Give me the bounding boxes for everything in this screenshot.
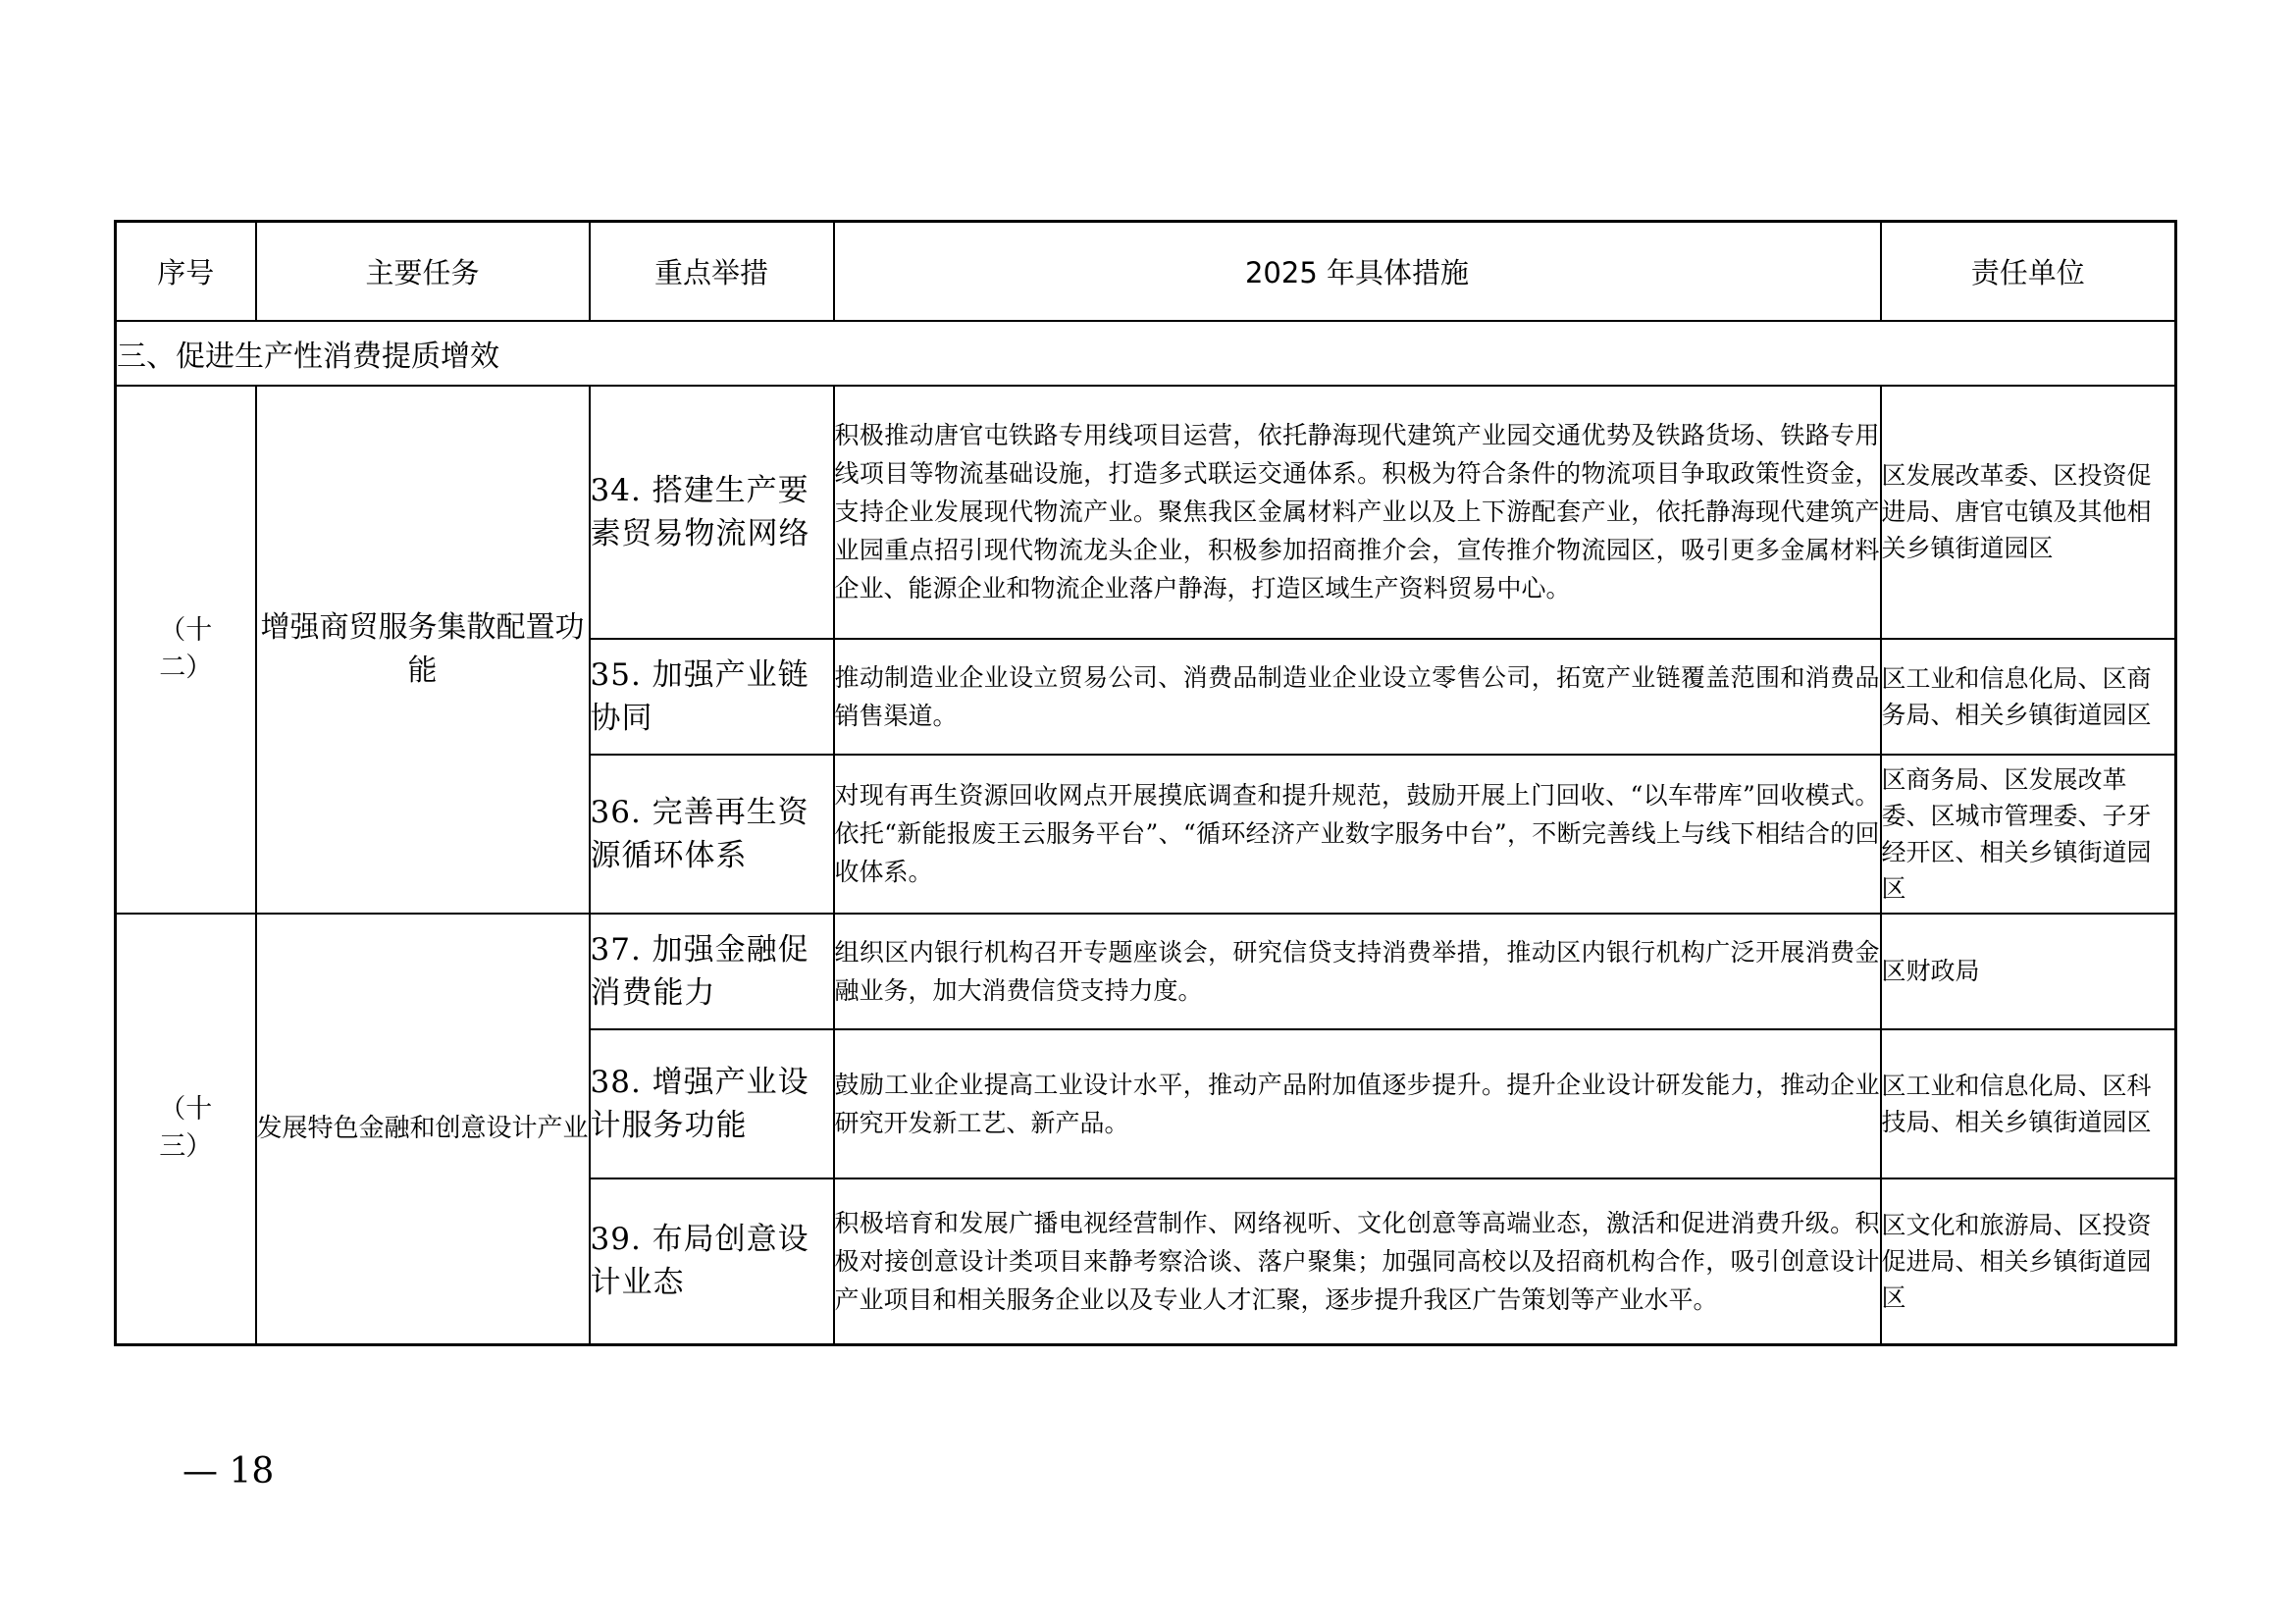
- group-seq: （十三）: [116, 914, 256, 1345]
- unit-cell: 区工业和信息化局、区商务局、相关乡镇街道园区: [1881, 639, 2176, 755]
- table-header-row: [116, 222, 2176, 321]
- header-detail: 2025 年具体措施: [834, 222, 1881, 321]
- measure-cell: 35. 加强产业链协同: [590, 639, 834, 755]
- section-row: [116, 321, 2176, 386]
- unit-cell: 区商务局、区发展改革委、区城市管理委、子牙经开区、相关乡镇街道园区: [1881, 755, 2176, 914]
- measure-cell: 38. 增强产业设计服务功能: [590, 1029, 834, 1178]
- page-number: — 18: [183, 1451, 275, 1492]
- unit-cell: 区工业和信息化局、区科技局、相关乡镇街道园区: [1881, 1029, 2176, 1178]
- header-measure: 重点举措: [590, 222, 834, 321]
- detail-cell: 对现有再生资源回收网点开展摸底调查和提升规范，鼓励开展上门回收、“以车带库”回收模式。依托“新能报废王云服务平台”、“循环经济产业数字服务中台”，不断完善线上与线下相结合的回收体系。: [834, 755, 1881, 914]
- detail-cell: 积极培育和发展广播电视经营制作、网络视听、文化创意等高端业态，激活和促进消费升级。积极对接创意设计类项目来静考察洽谈、落户聚集；加强同高校以及招商机构合作，吸引创意设计产业项目和相关服务企业以及专业人才汇聚，逐步提升我区广告策划等产业水平。: [834, 1178, 1881, 1345]
- unit-cell: 区文化和旅游局、区投资促进局、相关乡镇街道园区: [1881, 1178, 2176, 1345]
- table-row: [116, 914, 2176, 1029]
- detail-cell: 积极推动唐官屯铁路专用线项目运营，依托静海现代建筑产业园交通优势及铁路货场、铁路专用线项目等物流基础设施，打造多式联运交通体系。积极为符合条件的物流项目争取政策性资金，支持企业发展现代物流产业。聚焦我区金属材料产业以及上下游配套产业，依托静海现代建筑产业园重点招引现代物流龙头企业，积极参加招商推介会，宣传推介物流园区，吸引更多金属材料企业、能源企业和物流企业落户静海，打造区域生产资料贸易中心。: [834, 386, 1881, 639]
- unit-cell: 区发展改革委、区投资促进局、唐官屯镇及其他相关乡镇街道园区: [1881, 386, 2176, 639]
- table-row: [116, 386, 2176, 639]
- header-task: 主要任务: [256, 222, 590, 321]
- measure-cell: 39. 布局创意设计业态: [590, 1178, 834, 1345]
- detail-cell: 推动制造业企业设立贸易公司、消费品制造业企业设立零售公司，拓宽产业链覆盖范围和消费品销售渠道。: [834, 639, 1881, 755]
- group-task: 增强商贸服务集散配置功能: [256, 386, 590, 914]
- header-unit: 责任单位: [1881, 222, 2176, 321]
- group-task: 发展特色金融和创意设计产业: [256, 914, 590, 1345]
- detail-cell: 组织区内银行机构召开专题座谈会，研究信贷支持消费举措，推动区内银行机构广泛开展消费金融业务，加大消费信贷支持力度。: [834, 914, 1881, 1029]
- measure-cell: 36. 完善再生资源循环体系: [590, 755, 834, 914]
- unit-cell: 区财政局: [1881, 914, 2176, 1029]
- section-title: 三、促进生产性消费提质增效: [116, 321, 2176, 386]
- measure-cell: 37. 加强金融促消费能力: [590, 914, 834, 1029]
- header-seq: 序号: [116, 222, 256, 321]
- detail-cell: 鼓励工业企业提高工业设计水平，推动产品附加值逐步提升。提升企业设计研发能力，推动企业研究开发新工艺、新产品。: [834, 1029, 1881, 1178]
- measure-cell: 34. 搭建生产要素贸易物流网络: [590, 386, 834, 639]
- group-seq: （十二）: [116, 386, 256, 914]
- measures-table: [114, 220, 2177, 1346]
